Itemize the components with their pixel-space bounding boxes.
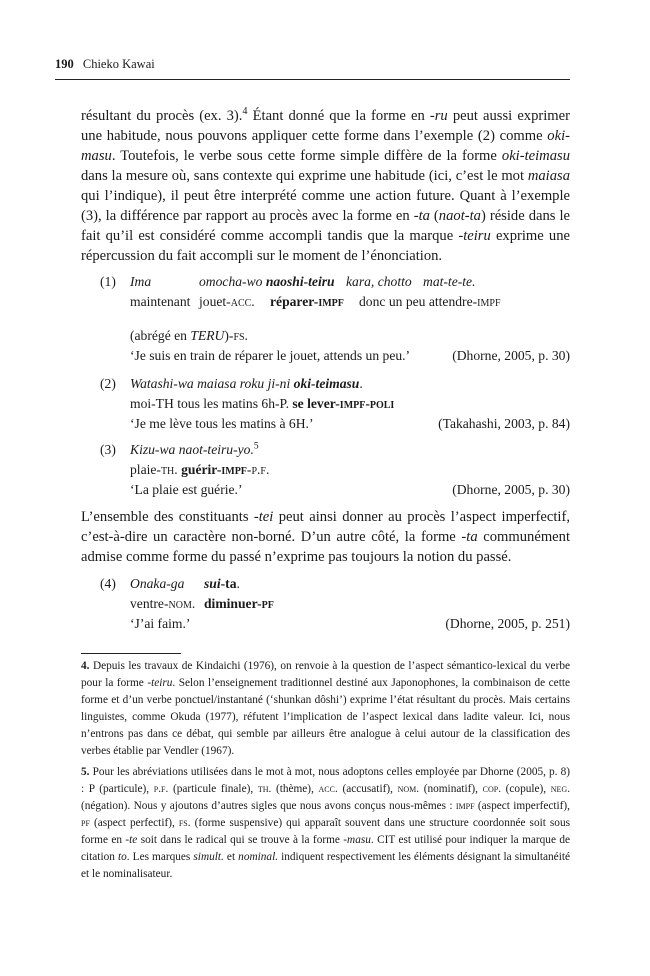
paragraph-1 xyxy=(81,106,570,266)
text-run: 5 xyxy=(253,441,259,452)
text-run: Onaka-ga xyxy=(130,576,185,591)
gloss-word xyxy=(130,574,204,594)
footnote-5 xyxy=(81,764,570,883)
text-run: communément admise comme forme du passé n’exprime pas toujours la notion du passé. xyxy=(81,529,570,565)
gloss-word xyxy=(130,594,204,614)
text-run: (thème), xyxy=(271,783,319,795)
text-run: acc. xyxy=(230,294,255,309)
example-3-japanese xyxy=(130,440,570,460)
text-run: -tei xyxy=(253,509,274,525)
text-run: (forme suspensive) qui apparaît souvent dans une structure coordonnée soit sous forme en xyxy=(81,817,570,846)
citation-source: (Dhorne, 2005, p. 30) xyxy=(452,348,570,363)
text-run: pf xyxy=(261,596,274,611)
text-run: p.f. xyxy=(251,462,270,477)
example-4-gloss xyxy=(130,594,570,614)
text-run: . CIT est utilisé pour indiquer la marque de citation xyxy=(81,834,570,863)
text-run: -te xyxy=(125,834,138,846)
text-run: . Selon l’enseignement traditionnel destiné aux Japonophones, la combinaison de cette forme et d’un verbe ponctuel/instantané (‘shunkan dôshi’) exprime l’état résultant du procès. Mais certains linguistes, comme Okuda (1977), réfutent l’implication de l’aspect lexical dans ladite valeur. Ici, nous n’entrons pas dans ce débat, qui semble par ailleurs être analogue à celui autour de la classification des verbes établie par Vendler (1967). xyxy=(81,677,570,757)
text-run: fs. xyxy=(233,328,248,343)
example-number: (3) xyxy=(100,442,116,457)
text-run: . Toutefois, le verbe sous cette forme simple diffère de la forme xyxy=(111,148,502,164)
text-run: ventre- xyxy=(130,596,169,611)
example-4-japanese xyxy=(130,574,570,594)
text-run: naot-teiru-yo. xyxy=(178,442,254,457)
text-run: omocha-wo xyxy=(199,274,266,289)
text-run: impf xyxy=(477,294,501,309)
text-run: nom. xyxy=(397,783,420,795)
gloss-word xyxy=(199,292,270,312)
gloss-word xyxy=(270,292,359,312)
text-run: jouet- xyxy=(199,294,231,309)
text-run: L’ensemble des constituants xyxy=(81,509,254,525)
footnote-4 xyxy=(81,658,570,760)
example-2-gloss xyxy=(130,394,570,414)
example-4 xyxy=(81,574,570,634)
text-run: indiquent respectivement les éléments désignant la simultanéité et le nominalisateur. xyxy=(81,851,570,880)
text-run: - xyxy=(246,462,252,477)
text-run: impf xyxy=(455,800,475,812)
text-run: soit dans le radical qui se trouve à la forme xyxy=(137,834,344,846)
text-run: impf xyxy=(318,294,344,309)
text-run: oki-teimasu xyxy=(293,376,360,391)
example-3-gloss xyxy=(130,460,570,480)
text-run: impf-poli xyxy=(339,396,395,411)
text-run: . Les marques xyxy=(126,851,194,863)
text-run: nom. xyxy=(168,596,196,611)
translation: ‘Je me lève tous les matins à 6H.’ xyxy=(130,416,314,431)
text-run: th. xyxy=(160,462,178,477)
text-run: moi-TH tous les matins 6h-P. xyxy=(130,396,293,411)
example-3 xyxy=(81,440,570,500)
example-4-translation xyxy=(130,614,570,634)
text-run: 4. xyxy=(81,660,90,672)
text-run: dans la mesure où, sans contexte qui exprime une habitude (ici, c’est le mot xyxy=(81,168,528,184)
text-run: ) réside dans le fait qu’il est considéré comme accompli tandis que la marque xyxy=(81,208,570,244)
text-run: (abrégé en xyxy=(130,328,191,343)
text-run: réparer- xyxy=(270,294,319,309)
text-run: Ima xyxy=(130,274,152,289)
citation-source: (Dhorne, 2005, p. 30) xyxy=(452,482,570,497)
text-run: diminuer- xyxy=(204,596,262,611)
page-number: 190 xyxy=(55,57,74,71)
example-1 xyxy=(81,272,570,372)
running-header xyxy=(55,57,570,80)
translation: ‘J’ai faim.’ xyxy=(130,616,191,631)
text-run: simult. xyxy=(193,851,224,863)
text-run: peut ainsi donner au procès l’aspect imperfectif, c’est-à-dire un caractère non-borné. D’un autre côté, la forme xyxy=(81,509,570,545)
translation: ‘Je suis en train de réparer le jouet, attends un peu.’ xyxy=(130,348,411,363)
text-run: -ta xyxy=(413,208,430,224)
example-1-japanese xyxy=(130,272,570,292)
example-number: (4) xyxy=(100,576,116,591)
example-2-translation xyxy=(130,414,570,434)
gloss-word xyxy=(423,272,475,292)
text-run: résultant du procès (ex. 3). xyxy=(81,108,243,124)
text-run: Kizu-wa xyxy=(130,442,176,457)
citation-source: (Dhorne, 2005, p. 251) xyxy=(445,616,570,631)
text-run: maiasa xyxy=(527,168,570,184)
text-run: Étant donné que la forme en xyxy=(247,108,430,124)
text-run: 4 xyxy=(242,106,248,118)
text-run: (accusatif), xyxy=(337,783,398,795)
text-run: (négation). Nous y ajoutons d’autres sigles que nous avons conçus nous-mêmes : xyxy=(81,800,456,812)
example-2 xyxy=(81,374,570,434)
text-run: donc un peu attendre- xyxy=(359,294,478,309)
text-run: nominal. xyxy=(238,851,279,863)
translation: ‘La plaie est guérie.’ xyxy=(130,482,243,497)
gloss-word xyxy=(130,272,199,292)
text-run: Depuis les travaux de Kindaichi (1976), on renvoie à la question de l’aspect sémantico-lexical du verbe pour la forme xyxy=(81,660,570,689)
example-number: (2) xyxy=(100,376,116,391)
gloss-word xyxy=(204,574,240,594)
example-number: (1) xyxy=(100,274,116,289)
text-run: (nominatif), xyxy=(419,783,483,795)
text-run: naot-ta xyxy=(438,208,481,224)
text-run: (copule), xyxy=(501,783,551,795)
text-run: TERU xyxy=(190,328,225,343)
text-run: fs. xyxy=(178,817,191,829)
example-1-translation xyxy=(130,346,570,366)
example-1-gloss xyxy=(130,292,570,312)
text-run: (aspect perfectif), xyxy=(89,817,179,829)
text-run: acc. xyxy=(318,783,338,795)
text-run: -teiru xyxy=(458,228,491,244)
example-2-japanese xyxy=(130,374,570,394)
example-1-gloss-continued xyxy=(130,326,570,346)
text-run: (aspect imperfectif), xyxy=(474,800,571,812)
running-author: Chieko Kawai xyxy=(82,57,155,71)
text-run: neg. xyxy=(550,783,571,795)
text-run: cop. xyxy=(482,783,502,795)
text-run: 5. xyxy=(81,766,90,778)
text-run: (particule finale), xyxy=(168,783,258,795)
text-run: oki-teimasu xyxy=(501,148,570,164)
text-run: maintenant xyxy=(130,294,191,309)
text-run: mat-te-te. xyxy=(423,274,476,289)
gloss-word xyxy=(199,272,346,292)
gloss-word xyxy=(130,292,199,312)
gloss-word xyxy=(346,272,423,292)
text-run: guérir- xyxy=(181,462,222,477)
text-run: to xyxy=(117,851,127,863)
text-run: ( xyxy=(429,208,439,224)
citation-source: (Takahashi, 2003, p. 84) xyxy=(438,416,570,431)
text-run: peut aussi exprimer une habitude, nous pouvons appliquer cette forme dans l’exemple (2) comme xyxy=(81,108,570,144)
text-run: Watashi-wa maiasa roku ji-ni xyxy=(130,376,294,391)
text-run: th. xyxy=(257,783,272,795)
text-run: sui xyxy=(204,576,221,591)
text-run: . xyxy=(236,576,240,591)
text-run: -ta xyxy=(461,529,478,545)
text-run: exprime une répercussion du fait accompli sur le moment de l’énonciation. xyxy=(81,228,570,264)
text-run: -teiru xyxy=(147,677,173,689)
text-run: p.f. xyxy=(153,783,169,795)
text-run: Pour les abréviations utilisées dans le mot à mot, nous adoptons celles employée par Dhorne (2005, p. 8) : P (particule), xyxy=(81,766,570,795)
text-run: )- xyxy=(224,328,234,343)
text-run: kara, chotto xyxy=(346,274,412,289)
text-run: pf xyxy=(81,817,90,829)
text-run: . xyxy=(359,376,363,391)
text-run: naoshi-teiru xyxy=(265,274,335,289)
paragraph-2 xyxy=(81,507,570,567)
text-run: oki-masu xyxy=(81,128,570,164)
text-run: et xyxy=(223,851,239,863)
text-run: -masu xyxy=(343,834,371,846)
text-run: -ru xyxy=(429,108,448,124)
gloss-word xyxy=(359,292,501,312)
text-run: impf xyxy=(221,462,247,477)
text-run: -ta xyxy=(220,576,237,591)
text-run: plaie- xyxy=(130,462,161,477)
text-run: se lever- xyxy=(292,396,340,411)
example-3-translation xyxy=(130,480,570,500)
footnote-rule xyxy=(81,653,181,654)
gloss-word xyxy=(204,594,274,614)
text-run: qui l’indique), il peut être interprété comme une action future. Quant à l’exemple (3), la différence par rapport au procès avec la forme en xyxy=(81,188,570,224)
